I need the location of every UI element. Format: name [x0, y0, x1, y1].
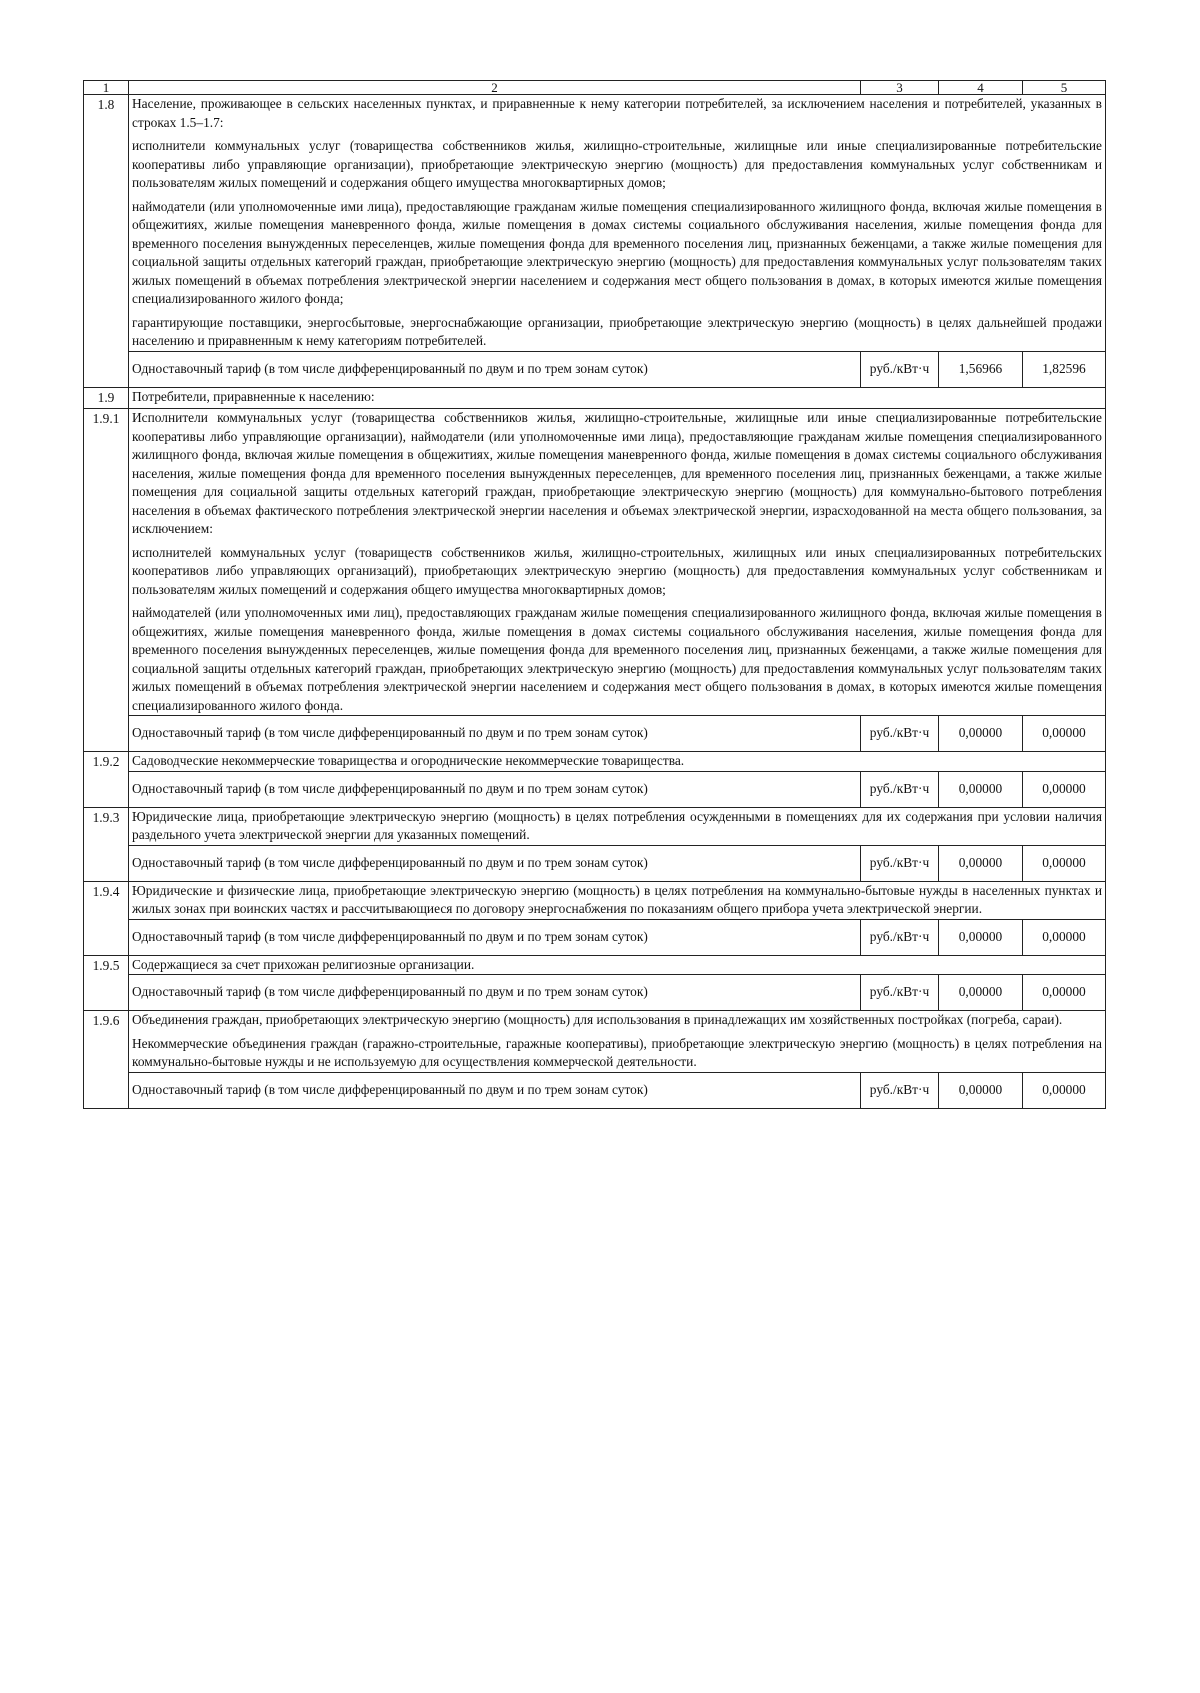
- row-number: 1.9.1: [84, 409, 129, 752]
- row-number: 1.9: [84, 387, 129, 409]
- description-paragraph: Исполнители коммунальных услуг (товарищества собственников жилья, жилищно-строительные, жилищные или иные специализированные потребительские кооперативы либо управляющие организации), наймодатели (или уполномоченные ими лица), предоставляющие гражданам жилые помещения специализированного жилищного фонда, включая жилые помещения в общежитиях, жилые помещения маневренного фонда, жилые помещения в домах системы социального обслуживания населения, жилые помещения фонда для временного поселения вынужденных переселенцев, для временного поселения лиц, признанных беженцами, а также жилые помещения для социальной защиты отдельных категорий граждан, приобретающие электрическую энергию (мощность) для коммунально-бытового потребления населения в объемах фактического потребления электрической энергии населения и объемах электрической энергии, израсходованной на места общего пользования, за исключением:: [132, 410, 1102, 536]
- header-cell-4: 4: [939, 81, 1023, 95]
- tariff-label: Одноставочный тариф (в том числе дифференцированный по двум и по трем зонам суток): [129, 975, 861, 1011]
- table-row: [84, 881, 1106, 919]
- description-paragraph: гарантирующие поставщики, энергосбытовые, энергоснабжающие организации, приобретающие электрическую энергию (мощность) в целях дальнейшей продажи населению и приравненным к нему категориям потребителей.: [132, 314, 1102, 348]
- tariff-unit: руб./кВт·ч: [861, 351, 939, 387]
- tariff-row: [84, 975, 1106, 1011]
- description-paragraph: исполнители коммунальных услуг (товарищества собственников жилья, жилищно-строительные, жилищные или иные специализированные потребительские кооперативы либо управляющие организации), приобретающие электрическую энергию (мощность) для предоставления коммунальных услуг собственникам и пользователям жилых помещений и содержания общего имущества многоквартирных домов;: [132, 138, 1102, 190]
- row-number: 1.8: [84, 95, 129, 388]
- row-number: 1.9.3: [84, 807, 129, 881]
- tariff-table-body: [84, 81, 1106, 1109]
- tariff-row: [84, 845, 1106, 881]
- description-paragraph: наймодатели (или уполномоченные ими лица), предоставляющие гражданам жилые помещения специализированного жилищного фонда, включая жилые помещения в общежитиях, жилые помещения маневренного фонда, жилые помещения в домах системы социального обслуживания населения, жилые помещения фонда для временного поселения вынужденных переселенцев, жилые помещения фонда для временного поселения лиц, признанных беженцами, а также жилые помещения для социальной защиты отдельных категорий граждан, приобретающие электрическую энергию (мощность) для предоставления коммунальных услуг пользователям таких жилых помещений в объемах потребления электрической энергии населением и содержания мест общего пользования в домах, в которых имеются жилые помещения специализированного жилого фонда;: [132, 198, 1102, 306]
- tariff-table: [83, 80, 1106, 1109]
- tariff-value-col5: 0,00000: [1023, 975, 1106, 1011]
- description-paragraph: Население, проживающее в сельских населенных пунктах, и приравненные к нему категории потребителей, за исключением населения и потребителей, указанных в строках 1.5–1.7:: [132, 96, 1102, 130]
- tariff-value-col4: 0,00000: [939, 845, 1023, 881]
- header-row: [84, 81, 1106, 95]
- row-description: [129, 409, 1106, 716]
- tariff-value-col5: 0,00000: [1023, 771, 1106, 807]
- description-paragraph: Некоммерческие объединения граждан (гаражно-строительные, гаражные кооперативы), приобретающие электрическую энергию (мощность) в целях потребления на коммунально-бытовые нужды и не используемую для осуществления коммерческой деятельности.: [132, 1035, 1102, 1069]
- tariff-row: [84, 771, 1106, 807]
- tariff-unit: руб./кВт·ч: [861, 975, 939, 1011]
- header-cell-5: 5: [1023, 81, 1106, 95]
- table-row: [84, 1011, 1106, 1073]
- tariff-label: Одноставочный тариф (в том числе дифференцированный по двум и по трем зонам суток): [129, 919, 861, 955]
- table-row: [84, 807, 1106, 845]
- tariff-label: Одноставочный тариф (в том числе дифференцированный по двум и по трем зонам суток): [129, 845, 861, 881]
- tariff-value-col4: 1,56966: [939, 351, 1023, 387]
- header-cell-2: 2: [129, 81, 861, 95]
- description-paragraph: Потребители, приравненные к населению:: [132, 388, 375, 404]
- tariff-value-col4: 0,00000: [939, 1072, 1023, 1108]
- tariff-label: Одноставочный тариф (в том числе дифференцированный по двум и по трем зонам суток): [129, 716, 861, 752]
- tariff-row: [84, 351, 1106, 387]
- row-number: 1.9.6: [84, 1011, 129, 1109]
- table-row: [84, 387, 1106, 409]
- row-description: [129, 955, 1106, 975]
- tariff-document-page: [83, 80, 1105, 1109]
- description-paragraph: исполнителей коммунальных услуг (товариществ собственников жилья, жилищно-строительных, жилищных или иных специализированных потребительских кооперативов либо управляющих организаций), приобретающих электрическую энергию (мощность) для предоставления коммунальных услуг собственникам и пользователям жилых помещений и содержания общего имущества многоквартирных домов;: [132, 544, 1102, 597]
- table-row: [84, 95, 1106, 352]
- tariff-value-col5: 0,00000: [1023, 845, 1106, 881]
- row-description: [129, 95, 1106, 352]
- description-paragraph: наймодателей (или уполномоченных ими лиц), предоставляющих гражданам жилые помещения специализированного жилищного фонда, включая жилые помещения в общежитиях, жилые помещения маневренного фонда, жилые помещения в домах системы социального обслуживания населения, жилые помещения фонда для временного поселения вынужденных переселенцев, жилые помещения фонда для временного поселения лиц, признанных беженцами, а также жилые помещения для социальной защиты отдельных категорий граждан, приобретающих электрическую энергию (мощность) для предоставления коммунальных услуг пользователям таких жилых помещений в объемах потребления электрической энергии населением и содержания мест общего пользования в домах, в которых имеются жилые помещения специализированного жилого фонда.: [132, 605, 1102, 713]
- tariff-row: [84, 716, 1106, 752]
- tariff-value-col4: 0,00000: [939, 771, 1023, 807]
- tariff-unit: руб./кВт·ч: [861, 716, 939, 752]
- tariff-value-col5: 0,00000: [1023, 919, 1106, 955]
- header-cell-3: 3: [861, 81, 939, 95]
- table-row: [84, 752, 1106, 772]
- row-description: [129, 807, 1106, 845]
- tariff-value-col5: 0,00000: [1023, 716, 1106, 752]
- tariff-row: [84, 919, 1106, 955]
- description-paragraph: Содержащиеся за счет прихожан религиозные организации.: [132, 956, 475, 972]
- tariff-value-col4: 0,00000: [939, 919, 1023, 955]
- tariff-label: Одноставочный тариф (в том числе дифференцированный по двум и по трем зонам суток): [129, 351, 861, 387]
- row-description: [129, 881, 1106, 919]
- row-description: [129, 1011, 1106, 1073]
- tariff-unit: руб./кВт·ч: [861, 1072, 939, 1108]
- tariff-unit: руб./кВт·ч: [861, 845, 939, 881]
- tariff-label: Одноставочный тариф (в том числе дифференцированный по двум и по трем зонам суток): [129, 771, 861, 807]
- tariff-value-col4: 0,00000: [939, 975, 1023, 1011]
- tariff-label: Одноставочный тариф (в том числе дифференцированный по двум и по трем зонам суток): [129, 1072, 861, 1108]
- row-number: 1.9.4: [84, 881, 129, 955]
- description-paragraph: Объединения граждан, приобретающих электрическую энергию (мощность) для использования в принадлежащих им хозяйственных постройках (погреба, сараи).: [132, 1012, 1063, 1027]
- row-description: [129, 752, 1106, 772]
- row-number: 1.9.5: [84, 955, 129, 1011]
- tariff-value-col5: 0,00000: [1023, 1072, 1106, 1108]
- tariff-row: [84, 1072, 1106, 1108]
- tariff-unit: руб./кВт·ч: [861, 919, 939, 955]
- description-paragraph: Садоводческие некоммерческие товарищества и огороднические некоммерческие товарищества.: [132, 753, 685, 768]
- header-cell-1: 1: [84, 81, 129, 95]
- row-description: [129, 387, 1106, 409]
- description-paragraph: Юридические лица, приобретающие электрическую энергию (мощность) в целях потребления осужденными в помещениях для их содержания при условии наличия раздельного учета электрической энергии для указанных помещений.: [132, 808, 1102, 842]
- table-row: [84, 409, 1106, 716]
- row-number: 1.9.2: [84, 752, 129, 808]
- table-row: [84, 955, 1106, 975]
- tariff-value-col5: 1,82596: [1023, 351, 1106, 387]
- tariff-unit: руб./кВт·ч: [861, 771, 939, 807]
- description-paragraph: Юридические и физические лица, приобретающие электрическую энергию (мощность) в целях потребления на коммунально-бытовые нужды в населенных пунктах и жилых зонах при воинских частях и рассчитывающиеся по договору энергоснабжения по показаниям общего прибора учета электрической энергии.: [132, 882, 1102, 916]
- tariff-value-col4: 0,00000: [939, 716, 1023, 752]
